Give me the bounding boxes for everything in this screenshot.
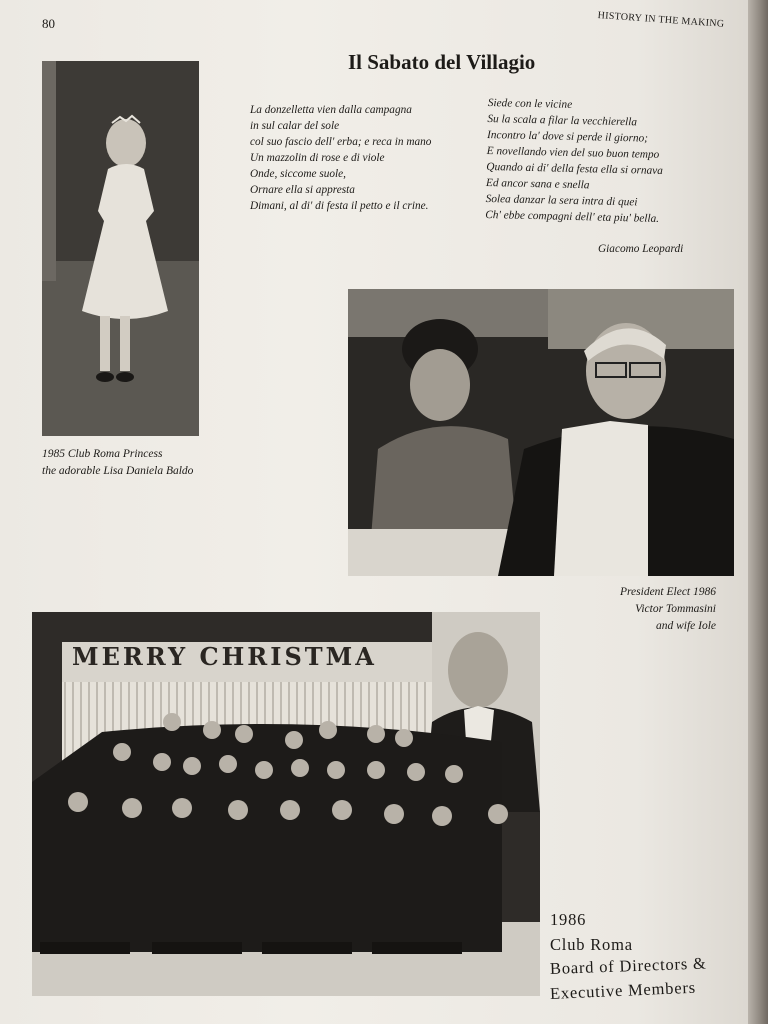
caption-line: Club Roma bbox=[550, 934, 633, 954]
poem-line: Dimani, al di' di festa il petto e il crine. bbox=[250, 200, 429, 212]
poem-line: Su la scala a filar la vecchierella bbox=[487, 112, 638, 129]
poem-line: Onde, siccome suole, bbox=[250, 168, 346, 180]
poem-line: Ed ancor sana e snella bbox=[485, 176, 590, 192]
poem-line: Incontro la' dove si perde il giorno; bbox=[486, 128, 649, 145]
poem-stanza-right bbox=[485, 95, 664, 227]
poem-line: Siede con le vicine bbox=[487, 96, 573, 111]
poem-line: Quando ai di' della festa ella si ornava bbox=[486, 160, 664, 177]
caption-line: and wife Iole bbox=[655, 620, 716, 632]
running-head: HISTORY IN THE MAKING bbox=[597, 10, 725, 30]
caption-line: Executive Members bbox=[549, 977, 697, 1003]
caption-line: Victor Tommasini bbox=[635, 603, 716, 615]
poem-line: Ornare ella si appresta bbox=[250, 184, 355, 196]
page-number: 80 bbox=[42, 16, 55, 31]
poem-line: E novellando vien del suo buon tempo bbox=[486, 144, 660, 161]
poem-line: La donzelletta vien dalla campagna bbox=[250, 104, 412, 116]
princess-caption bbox=[42, 446, 193, 480]
board-photo bbox=[32, 612, 540, 996]
caption-line: 1986 bbox=[550, 910, 587, 929]
poem-line: col suo fascio dell' erba; e reca in mano bbox=[250, 136, 432, 148]
book-page-edge bbox=[748, 0, 768, 1024]
banner-text: MERRY CHRISTMA bbox=[72, 642, 377, 671]
caption-line: 1985 Club Roma Princess bbox=[42, 448, 163, 460]
poem-line: Solea danzar la sera intra di quei bbox=[485, 192, 638, 209]
poem-line: Un mazzolin di rose e di viole bbox=[250, 152, 385, 164]
board-caption bbox=[550, 908, 707, 1006]
caption-line: Board of Directors & bbox=[549, 953, 707, 978]
princess-photo bbox=[42, 61, 199, 436]
couple-caption bbox=[620, 584, 716, 635]
poem-line: Ch' ebbe compagni dell' eta piu' bella. bbox=[485, 208, 660, 225]
poem-stanza-left bbox=[250, 102, 431, 214]
poem-title: Il Sabato del Villagio bbox=[348, 50, 536, 74]
couple-photo bbox=[348, 289, 734, 576]
caption-line: President Elect 1986 bbox=[619, 586, 716, 598]
poem-line: in sul calar del sole bbox=[250, 120, 340, 132]
poem-author: Giacomo Leopardi bbox=[598, 243, 684, 255]
caption-line: the adorable Lisa Daniela Baldo bbox=[42, 465, 194, 477]
